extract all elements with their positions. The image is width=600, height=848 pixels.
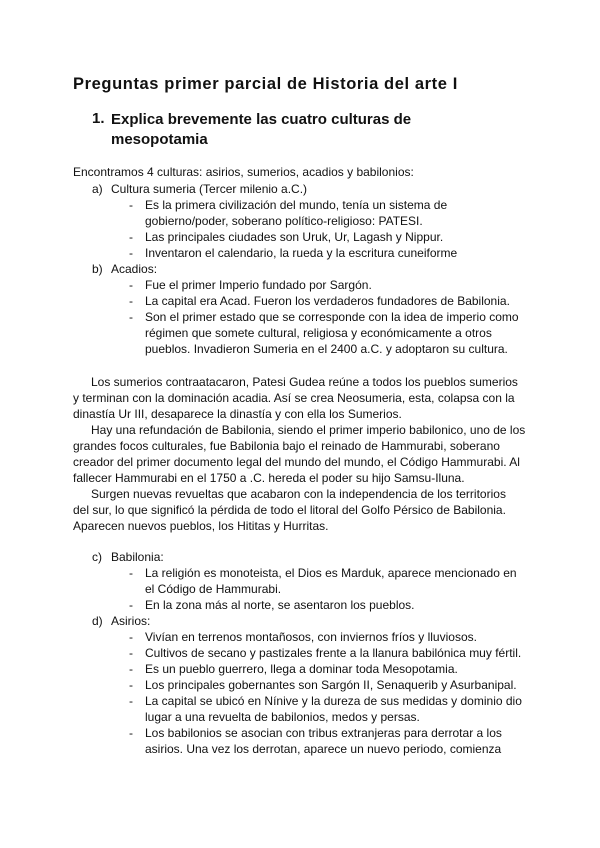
question-line: Explica brevemente las cuatro culturas de — [111, 111, 412, 128]
bullet-text: Vivían en terrenos montañosos, con inviernos fríos y lluviosos. — [145, 630, 477, 644]
bullet-text: La capital era Acad. Fueron los verdaderos fundadores de Babilonia. — [145, 294, 510, 308]
list-marker-b: b) — [92, 262, 103, 276]
question-number: 1. — [92, 110, 105, 127]
bullet-dash: - — [129, 566, 133, 580]
paragraph-line: grandes focos culturales, fue Babilonia bajo el reinado de Hammurabi, soberano — [73, 439, 500, 453]
bullet-text: Es la primera civilización del mundo, tenía un sistema de — [145, 198, 448, 212]
question-line: mesopotamia — [111, 131, 208, 148]
bullet-dash: - — [129, 678, 133, 692]
section-heading-acadios: Acadios: — [111, 262, 158, 276]
bullet-text: Los principales gobernantes son Sargón II, Senaquerib y Asurbanipal. — [145, 678, 517, 692]
bullet-dash: - — [129, 246, 133, 260]
bullet-text: pueblos. Invadieron Sumeria en el 2400 a.C. y adoptaron su cultura. — [145, 342, 508, 356]
intro-text: Encontramos 4 culturas: asirios, sumerios, acadios y babilonios: — [73, 165, 414, 179]
paragraph-line: creador del primer documento legal del mundo del mundo, el Código Hammurabi. Al — [73, 455, 520, 469]
page-title: Preguntas primer parcial de Historia del arte I — [73, 75, 458, 93]
bullet-text: gobierno/poder, soberano político-religioso: PATESI. — [145, 214, 423, 228]
bullet-dash: - — [129, 662, 133, 676]
list-marker-a: a) — [92, 182, 103, 196]
bullet-text: La capital se ubicó en Nínive y la dureza de sus medidas y dominio dio — [145, 694, 522, 708]
bullet-text: Los babilonios se asocian con tribus extranjeras para derrotar a los — [145, 726, 502, 740]
bullet-text: En la zona más al norte, se asentaron los pueblos. — [145, 598, 415, 612]
bullet-text: asirios. Una vez los derrotan, aparece un nuevo periodo, comienza — [145, 742, 502, 756]
section-heading-babilonia: Babilonia: — [111, 550, 164, 564]
bullet-text: régimen que somete cultural, religiosa y económicamente a otros — [145, 326, 492, 340]
bullet-text: Es un pueblo guerrero, llega a dominar toda Mesopotamia. — [145, 662, 458, 676]
question-heading — [111, 110, 411, 150]
bullet-text: Son el primer estado que se corresponde con la idea de imperio como — [145, 310, 519, 324]
paragraph-line: fallecer Hammurabi en el 1750 a .C. hereda el poder su hijo Samsu-Iluna. — [73, 471, 465, 485]
bullet-dash: - — [129, 630, 133, 644]
list-marker-d: d) — [92, 614, 103, 628]
bullet-text: Las principales ciudades son Uruk, Ur, Lagash y Nippur. — [145, 230, 444, 244]
paragraph-line: Hay una refundación de Babilonia, siendo el primer imperio babilonico, uno de los — [91, 423, 526, 437]
bullet-dash: - — [129, 294, 133, 308]
paragraph-line: dinastía Ur III, desaparece la dinastía y con ella los Sumerios. — [73, 407, 402, 421]
section-heading-asirios: Asirios: — [111, 614, 151, 628]
bullet-text: Cultivos de secano y pastizales frente a la llanura babilónica muy fértil. — [145, 646, 522, 660]
bullet-text: La religión es monoteista, el Dios es Marduk, aparece mencionado en — [145, 566, 517, 580]
list-marker-c: c) — [92, 550, 102, 564]
bullet-dash: - — [129, 726, 133, 740]
bullet-text: lugar a una revuelta de babilonios, medos y persas. — [145, 710, 420, 724]
bullet-dash: - — [129, 230, 133, 244]
bullet-dash: - — [129, 198, 133, 212]
bullet-dash: - — [129, 310, 133, 324]
paragraph-line: del sur, lo que significó la pérdida de todo el litoral del Golfo Pérsico de Babilonia. — [73, 503, 506, 517]
bullet-dash: - — [129, 646, 133, 660]
paragraph-line: y terminan con la dominación acadia. Así se crea Neosumeria, esta, colapsa con la — [73, 391, 515, 405]
bullet-text: el Código de Hammurabi. — [145, 582, 282, 596]
bullet-text: Inventaron el calendario, la rueda y la escritura cuneiforme — [145, 246, 458, 260]
bullet-text: Fue el primer Imperio fundado por Sargón. — [145, 278, 372, 292]
paragraph-line: Aparecen nuevos pueblos, los Hititas y Hurritas. — [73, 519, 329, 533]
paragraph-line: Los sumerios contraatacaron, Patesi Gudea reúne a todos los pueblos sumerios — [91, 375, 518, 389]
section-heading-sumeria: Cultura sumeria (Tercer milenio a.C.) — [111, 182, 308, 196]
bullet-dash: - — [129, 598, 133, 612]
bullet-dash: - — [129, 278, 133, 292]
bullet-dash: - — [129, 694, 133, 708]
paragraph-line: Surgen nuevas revueltas que acabaron con la independencia de los territorios — [91, 487, 506, 501]
